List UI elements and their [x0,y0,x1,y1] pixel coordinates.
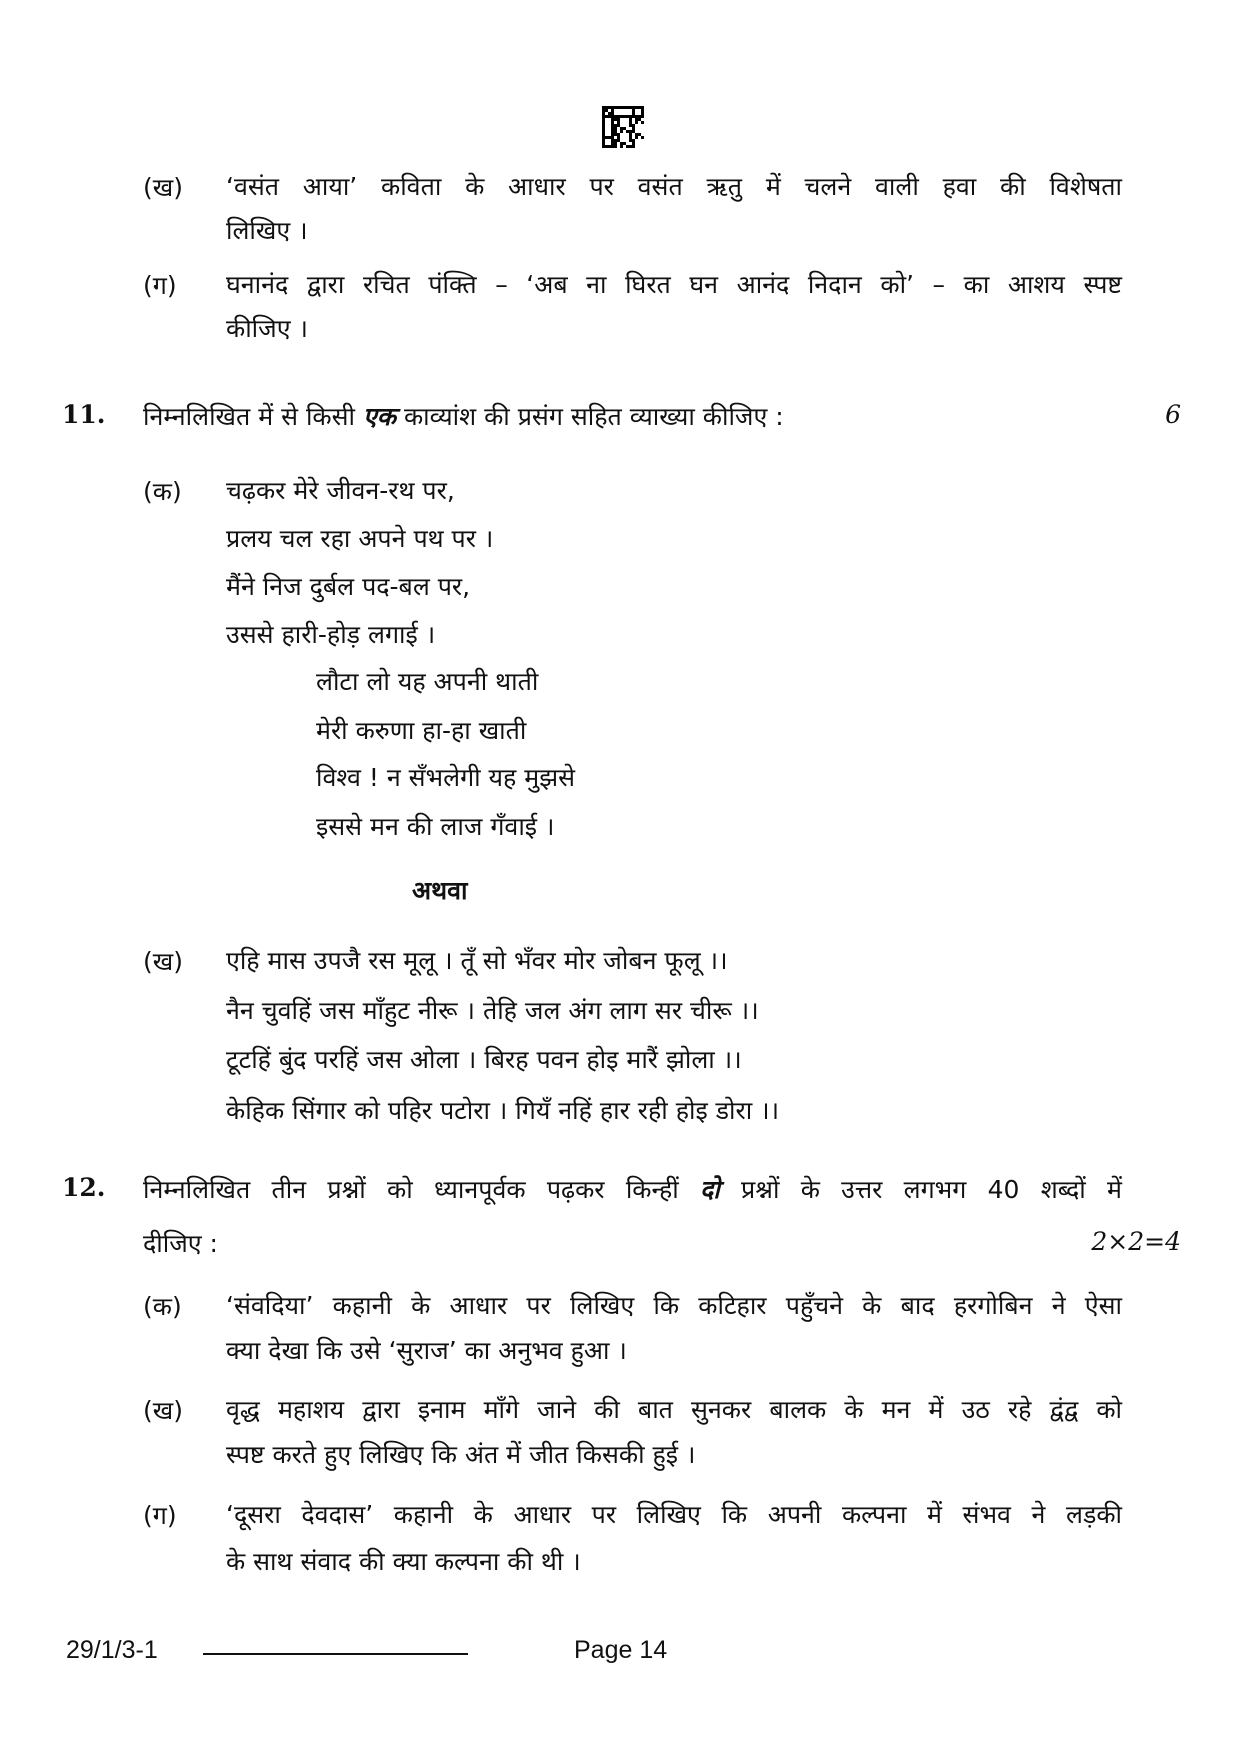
q12a-label: (क) [143,1292,182,1321]
q12-prompt-bold: दो [700,1175,720,1204]
q12-prompt-pre: निम्नलिखित तीन प्रश्नों को ध्यानपूर्वक पढ़कर किन्हीं [143,1175,679,1204]
poem-line: इससे मन की लाज गँवाई । [316,812,555,841]
poem-line: मैंने निज दुर्बल पद-बल पर, [226,572,471,601]
q11-number: 11. [62,400,106,429]
q10b-line1: ‘वसंत आया’ कविता के आधार पर वसंत ऋतु में चलने वाली हवा की विशेषता [226,172,1122,201]
q12-marks: 2×2=4 [1091,1227,1181,1256]
q12a-line2: क्या देखा कि उसे ‘सुराज’ का अनुभव हुआ । [226,1336,627,1365]
q10b-label: (ख) [143,173,183,202]
q11b-label: (ख) [143,947,183,976]
q10c-line2: कीजिए । [226,314,308,343]
q12-prompt [143,1173,1122,1207]
q12b-line2: स्पष्ट करते हुए लिखिए कि अंत में जीत किसकी हुई । [226,1440,696,1469]
q12a-line1: ‘संवदिया’ कहानी के आधार पर लिखिए कि कटिहार पहुँचने के बाद हरगोबिन ने ऐसा [226,1291,1122,1320]
q11-prompt-post: काव्यांश की प्रसंग सहित व्याख्या कीजिए : [403,402,784,431]
poem-line: टूटहिं बुंद परहिं जस ओला । बिरह पवन होइ मारैं झोला ।। [226,1045,742,1074]
q11-prompt-pre: निम्नलिखित में से किसी [143,402,355,431]
poem-line: लौटा लो यह अपनी थाती [316,667,539,696]
q12c-line2: के साथ संवाद की क्या कल्पना की थी । [226,1547,581,1576]
q10c-line1: घनानंद द्वारा रचित पंक्ति – ‘अब ना घिरत घन आनंद निदान को’ – का आशय स्पष्ट [226,270,1122,299]
q12c-line1: ‘दूसरा देवदास’ कहानी के आधार पर लिखिए कि अपनी कल्पना में संभव ने लड़की [226,1500,1122,1529]
paper-code: 29/1/3-1 [66,1636,158,1664]
poem-line: केहिक सिंगार को पहिर पटोरा । गियँ नहिं हार रही होइ डोरा ।। [226,1096,780,1125]
qr-code [602,106,644,148]
q11-prompt-bold: एक [362,402,396,431]
footer-rule [203,1653,468,1655]
q11-prompt [143,400,784,434]
poem-line: प्रलय चल रहा अपने पथ पर । [226,524,494,553]
q12-prompt-line2: दीजिए : [143,1229,218,1258]
poem-line: विश्व ! न सँभलेगी यह मुझसे [316,763,576,792]
q10b-line2: लिखिए । [226,216,308,245]
q12-number: 12. [62,1173,106,1202]
q12b-line1: वृद्ध महाशय द्वारा इनाम माँगे जाने की बात सुनकर बालक के मन में उठ रहे द्वंद्व को [226,1395,1122,1424]
poem-line: मेरी करुणा हा-हा खाती [316,716,527,745]
q11-marks: 6 [1165,400,1181,429]
q11a-label: (क) [143,477,182,506]
poem-line: एहि मास उपजै रस मूलू । तूँ सो भँवर मोर जोबन फूलू ।। [226,946,728,975]
poem-line: नैन चुवहिं जस माँहुट नीरू । तेहि जल अंग लाग सर चीरू ।। [226,996,759,1025]
poem-line: उससे हारी-होड़ लगाई । [226,620,436,649]
q12c-label: (ग) [143,1501,177,1530]
page-number: Page 14 [574,1636,668,1664]
or-divider: अथवा [412,876,468,905]
poem-line: चढ़कर मेरे जीवन-रथ पर, [226,476,455,505]
q12-prompt-post: प्रश्नों के उत्तर लगभग 40 शब्दों में [741,1175,1122,1204]
q12b-label: (ख) [143,1396,183,1425]
q10c-label: (ग) [143,271,177,300]
